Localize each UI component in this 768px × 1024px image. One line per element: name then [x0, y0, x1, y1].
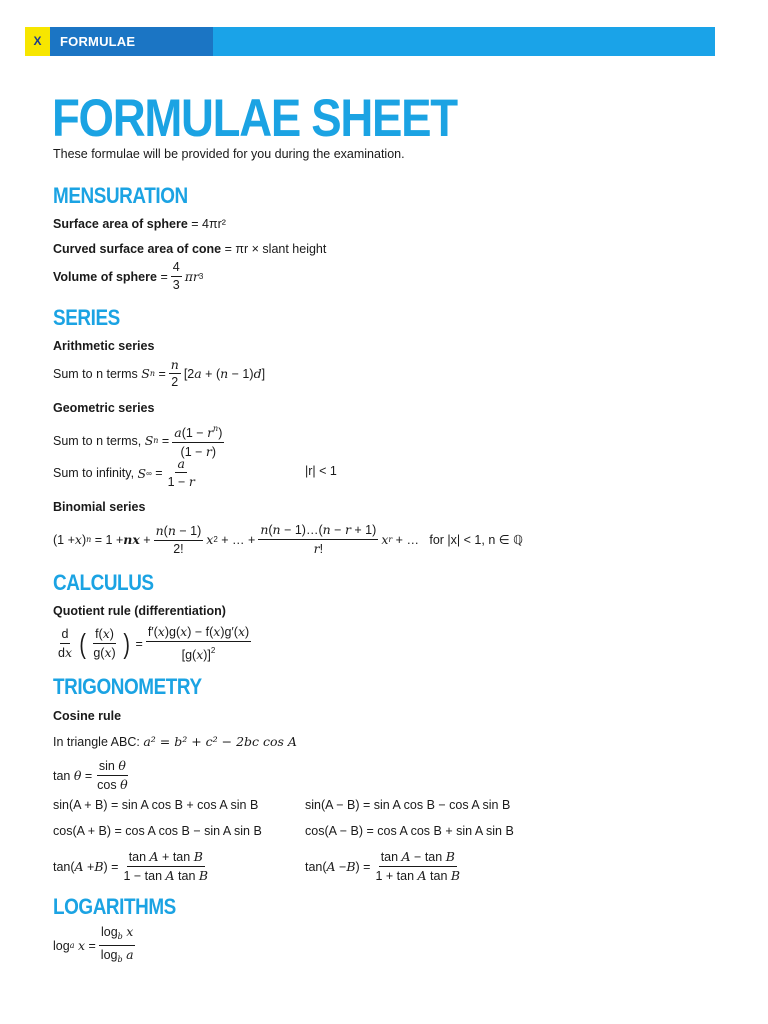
formula-cos-sum: cos(A + B) = cos A cos B − sin A sin B [53, 824, 262, 838]
fraction: $\frac{n(n - 1)}{2!}$ [155, 522, 202, 556]
formula-infinity-sum: Sum to infinity, S ∞ = $\frac{a}{1 - r}$ [53, 456, 195, 489]
section-heading-series: SERIES [53, 305, 120, 330]
formula-sphere-volume: Volume of sphere = $\frac{4}{3}$ πr 3 [53, 260, 204, 292]
arithmetic-prefix: Sum to n terms [53, 366, 138, 381]
header-bar [25, 27, 715, 56]
formula-cone-area [53, 242, 326, 256]
formula-tan-diff: tan( A − B ) = $\frac{\text{tan A − tan B}}{\text{1 + tan A tan B}}$ [305, 849, 461, 883]
fraction: $\frac{\log_b x}{\log_b a}$ [100, 924, 134, 964]
binomial-series-heading: Binomial series [53, 500, 146, 514]
formula-tan: tan θ = $\frac{\text{sin θ}}{\text{cos θ}}$ [53, 758, 128, 792]
page-title: FORMULAE SHEET [52, 89, 457, 148]
formula-cosine-rule [53, 734, 297, 749]
infinity-condition: |r| < 1 [305, 464, 337, 478]
fraction: $\frac{\text{sin θ}}{\text{cos θ}}$ [97, 758, 128, 792]
fraction: $\frac{4}{3}$ [172, 260, 180, 292]
fraction: $\frac{d}{dx}$ [58, 626, 73, 660]
section-heading-logarithms: LOGARITHMS [53, 894, 176, 919]
intro-text: These formulae will be provided for you during the examination. [53, 147, 405, 161]
page-marker: X [25, 27, 50, 56]
binomial-condition: for |x| < 1, n ∈ ℚ [429, 533, 523, 547]
fraction: $\frac{f(x)}{g(x)}$ [93, 626, 116, 660]
formula-geometric-sum: Sum to n terms, S n = $\frac{a(1 - r^n)}{(1 - r)}$ [53, 421, 227, 460]
quotient-rule-heading: Quotient rule (differentiation) [53, 604, 226, 618]
sphere-area-label: Surface area of sphere [53, 217, 188, 231]
geometric-series-heading: Geometric series [53, 401, 155, 415]
sphere-volume-label: Volume of sphere [53, 269, 157, 284]
arithmetic-series-heading: Arithmetic series [53, 339, 155, 353]
infinity-prefix: Sum to infinity, [53, 466, 135, 480]
formula-cos-diff: cos(A − B) = cos A cos B + sin A sin B [305, 824, 514, 838]
formula-change-of-base: log a x = $\frac{\log_b x}{\log_b a}$ [53, 924, 139, 967]
section-heading-calculus: CALCULUS [53, 570, 154, 595]
header-section-title: FORMULAE [60, 34, 136, 49]
formula-tan-sum: tan( A + B ) = $\frac{\text{tan A + tan B}}{\text{1 − tan A tan B}}$ [53, 849, 209, 883]
cosine-prefix: In triangle ABC: [53, 734, 140, 749]
cone-area-label: Curved surface area of cone [53, 242, 222, 256]
geometric-prefix: Sum to n terms, [53, 433, 142, 448]
fraction: $\frac{f'(x)g(x) - f(x)g'(x)}{[g(x)]^2}$ [147, 624, 250, 662]
cone-area-formula: = πr × slant height [224, 242, 327, 256]
section-heading-mensuration: MENSURATION [53, 183, 188, 208]
formula-quotient-rule: $\frac{d}{dx}$ ( $\frac{f(x)}{g(x)}$ ) = $\frac{f'(x)g(x) - f(x)g'(x)}{[g(x)]^2}$ [58, 624, 250, 662]
fraction: $\frac{a(1 - r^n)}{(1 - r)}$ [172, 421, 224, 460]
formula-sin-sum: sin(A + B) = sin A cos B + cos A sin B [53, 798, 259, 812]
header-section-tab [25, 27, 213, 56]
formula-binomial: (1 + x ) n = 1 + nx + $\frac{n(n - 1)}{2!}$ x 2 + … + $\frac{n(n - 1)\dots(n - r + 1)}{r!}$ x r + … for |x| < 1, n ∈ ℚ [53, 522, 523, 556]
cosine-formula: a² = b² + c² − 2bc cos A [143, 734, 297, 749]
formula-arithmetic-sum: Sum to n terms S n = $\frac{n}{2}$ [2 a + ( n − 1) d ] [53, 357, 266, 389]
formula-sin-diff: sin(A − B) = sin A cos B − cos A sin B [305, 798, 511, 812]
fraction: $\frac{\text{tan A + tan B}}{\text{1 − tan A tan B}}$ [123, 849, 209, 883]
fraction: $\frac{a}{1 - r}$ [167, 456, 195, 489]
sphere-area-formula: = 4πr² [191, 217, 226, 231]
fraction: $\frac{\text{tan A − tan B}}{\text{1 + tan A tan B}}$ [375, 849, 461, 883]
cosine-rule-heading: Cosine rule [53, 709, 122, 723]
formula-sphere-area [53, 217, 226, 231]
fraction: $\frac{n}{2}$ [170, 357, 179, 389]
section-heading-trigonometry: TRIGONOMETRY [53, 674, 202, 699]
fraction: $\frac{n(n - 1)\dots(n - r + 1)}{r!}$ [260, 522, 377, 556]
